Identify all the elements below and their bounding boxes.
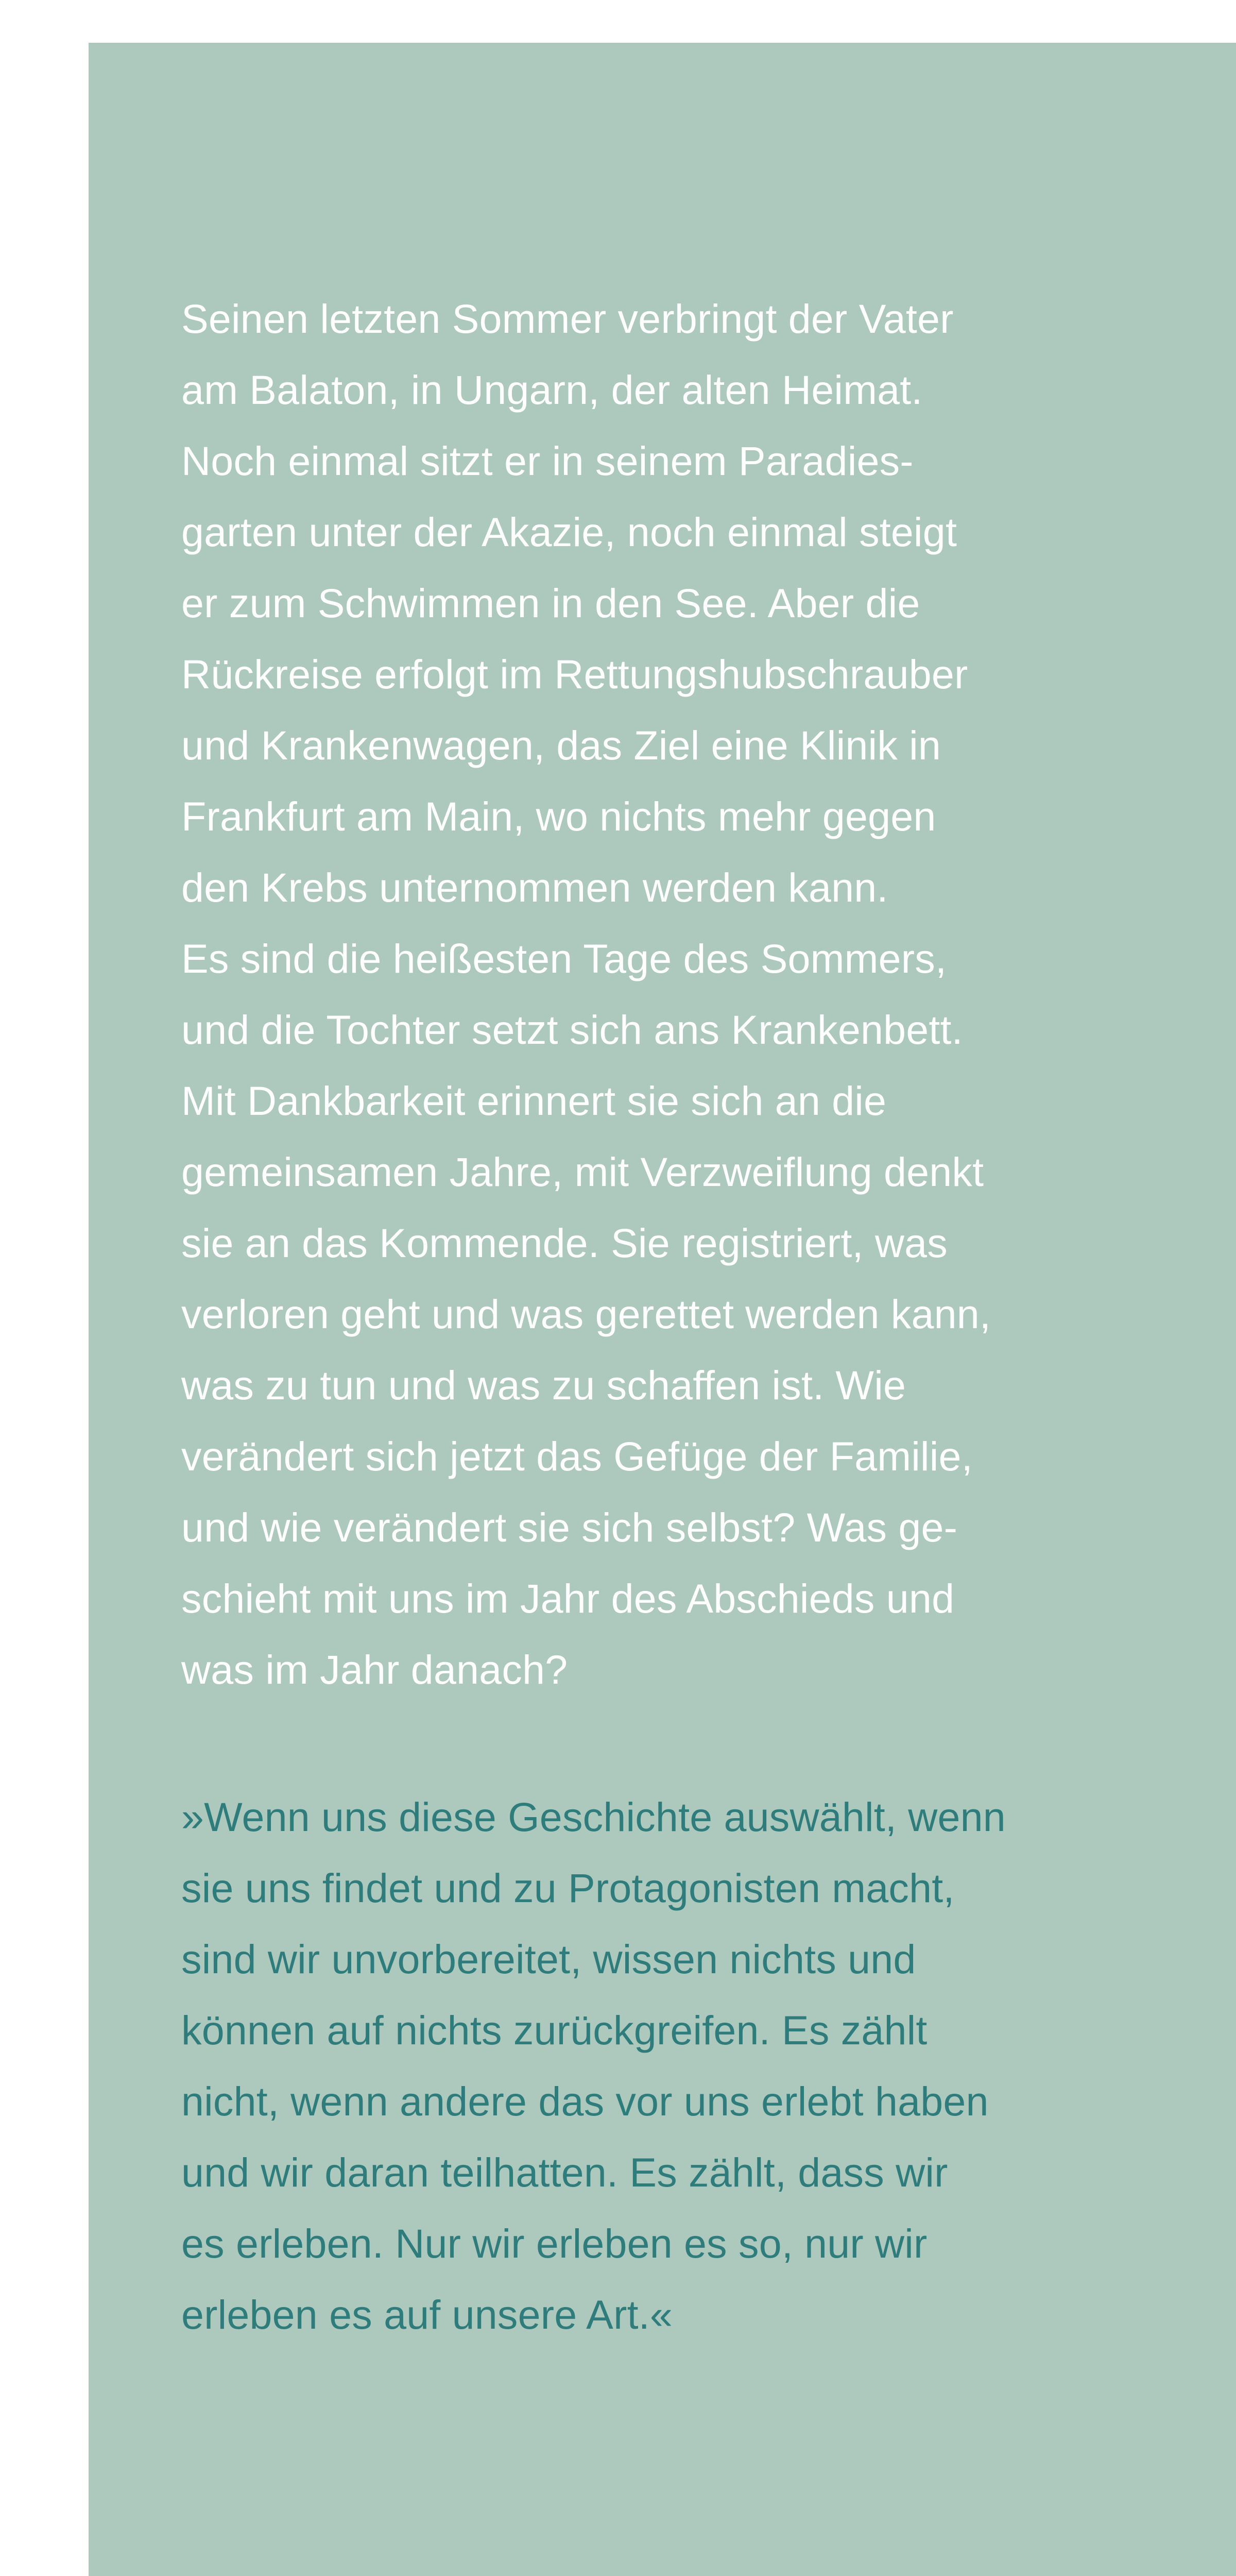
description-line: Rückreise erfolgt im Rettungshubschrauber [181,651,968,697]
book-quote [181,1782,1191,2350]
description-line: was im Jahr danach? [181,1647,568,1692]
quote-line: nicht, wenn andere das vor uns erlebt haben [181,2078,989,2124]
book-description [181,283,1191,1705]
quote-line: sind wir unvorbereitet, wissen nichts und [181,1936,916,1982]
description-line: den Krebs unternommen werden kann. [181,865,888,910]
description-line: und wie verändert sie sich selbst? Was ge- [181,1504,958,1550]
quote-line: »Wenn uns diese Geschichte auswählt, wenn [181,1794,1006,1840]
quote-line: erleben es auf unsere Art.« [181,2292,673,2337]
description-line: und Krankenwagen, das Ziel eine Klinik in [181,722,941,768]
description-line: was zu tun und was zu schaffen ist. Wie [181,1362,906,1408]
sage-green-panel [89,43,1236,2576]
description-line: Noch einmal sitzt er in seinem Paradies- [181,438,914,484]
description-line: verändert sich jetzt das Gefüge der Familie, [181,1433,973,1479]
description-line: Seinen letzten Sommer verbringt der Vater [181,296,954,342]
description-line: er zum Schwimmen in den See. Aber die [181,580,920,626]
description-line: Es sind die heißesten Tage des Sommers, [181,936,947,981]
quote-line: und wir daran teilhatten. Es zählt, dass wir [181,2149,948,2195]
description-line: garten unter der Akazie, noch einmal steigt [181,509,957,555]
description-line: schieht mit uns im Jahr des Abschieds und [181,1575,955,1621]
quote-line: es erleben. Nur wir erleben es so, nur wir [181,2221,928,2266]
description-line: Mit Dankbarkeit erinnert sie sich an die [181,1078,887,1124]
description-line: Frankfurt am Main, wo nichts mehr gegen [181,793,936,839]
quote-line: können auf nichts zurückgreifen. Es zählt [181,2007,928,2053]
description-line: am Balaton, in Ungarn, der alten Heimat. [181,367,923,413]
description-line: sie an das Kommende. Sie registriert, was [181,1220,948,1266]
description-line: gemeinsamen Jahre, mit Verzweiflung denkt [181,1149,984,1195]
description-line: und die Tochter setzt sich ans Krankenbett. [181,1007,963,1053]
quote-line: sie uns findet und zu Protagonisten macht, [181,1865,955,1911]
description-line: verloren geht und was gerettet werden kann, [181,1291,991,1337]
